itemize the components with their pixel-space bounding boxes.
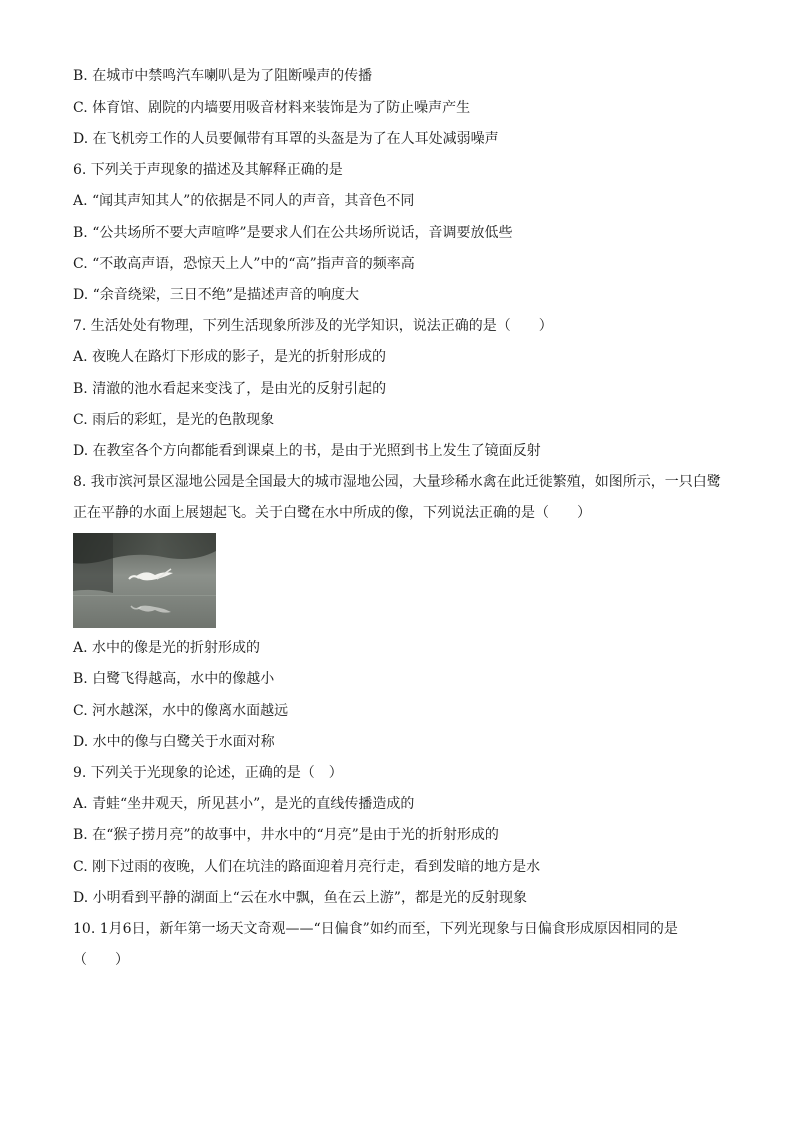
q7-option-b: B. 清澈的池水看起来变浅了，是由光的反射引起的 xyxy=(73,381,387,397)
q6-option-a: A. “闻其声知其人”的依据是不同人的声音，其音色不同 xyxy=(73,193,415,209)
q8-option-c: C. 河水越深，水中的像离水面越远 xyxy=(73,703,289,719)
q8-option-a: A. 水中的像是光的折射形成的 xyxy=(73,640,261,656)
q7-option-a: A. 夜晚人在路灯下形成的影子，是光的折射形成的 xyxy=(73,349,387,365)
q7-option-d: D. 在教室各个方向都能看到课桌上的书，是由于光照到书上发生了镜面反射 xyxy=(73,443,541,459)
q6-option-d: D. “余音绕梁，三日不绝”是描述声音的响度大 xyxy=(73,287,359,303)
q8-stem-line2: 正在平静的水面上展翅起飞。关于白鹭在水中所成的像，下列说法正确的是（ ） xyxy=(73,505,591,521)
q9-option-b: B. 在“猴子捞月亮”的故事中，井水中的“月亮”是由于光的折射形成的 xyxy=(73,827,499,843)
q9-option-a: A. 青蛙“坐井观天，所见甚小”，是光的直线传播造成的 xyxy=(73,796,415,812)
q5-option-b: B. 在城市中禁鸣汽车喇叭是为了阻断噪声的传播 xyxy=(73,68,373,84)
q9-option-d: D. 小明看到平静的湖面上“云在水中飘，鱼在云上游”，都是光的反射现象 xyxy=(73,890,527,906)
q9-option-c: C. 刚下过雨的夜晚，人们在坑洼的路面迎着月亮行走，看到发暗的地方是水 xyxy=(73,859,541,875)
q5-option-c: C. 体育馆、剧院的内墙要用吸音材料来装饰是为了防止噪声产生 xyxy=(73,100,471,116)
q6-option-b: B. “公共场所不要大声喧哗”是要求人们在公共场所说话，音调要放低些 xyxy=(73,225,513,241)
q7-option-c: C. 雨后的彩虹，是光的色散现象 xyxy=(73,412,275,428)
q10-stem-line2: （ ） xyxy=(73,952,129,968)
q5-option-d: D. 在飞机旁工作的人员要佩带有耳罩的头盔是为了在人耳处减弱噪声 xyxy=(73,131,499,147)
q8-option-d: D. 水中的像与白鹭关于水面对称 xyxy=(73,734,275,750)
q7-stem: 7. 生活处处有物理，下列生活现象所涉及的光学知识，说法正确的是（ ） xyxy=(73,318,553,334)
q6-option-c: C. “不敢高声语，恐惊天上人”中的“高”指声音的频率高 xyxy=(73,256,415,272)
q8-option-b: B. 白鹭飞得越高，水中的像越小 xyxy=(73,671,275,687)
q8-stem-line1: 8. 我市滨河景区湿地公园是全国最大的城市湿地公园，大量珍稀水禽在此迁徙繁殖，如图所示，一只白鹭 xyxy=(73,474,721,490)
q10-stem-line1: 10. 1月6日，新年第一场天文奇观——“日偏食”如约而至，下列光现象与日偏食形成原因相同的是 xyxy=(73,921,678,937)
egret-photo xyxy=(73,533,216,628)
q9-stem: 9. 下列关于光现象的论述，正确的是（ ） xyxy=(73,765,343,781)
q6-stem: 6. 下列关于声现象的描述及其解释正确的是 xyxy=(73,162,343,178)
